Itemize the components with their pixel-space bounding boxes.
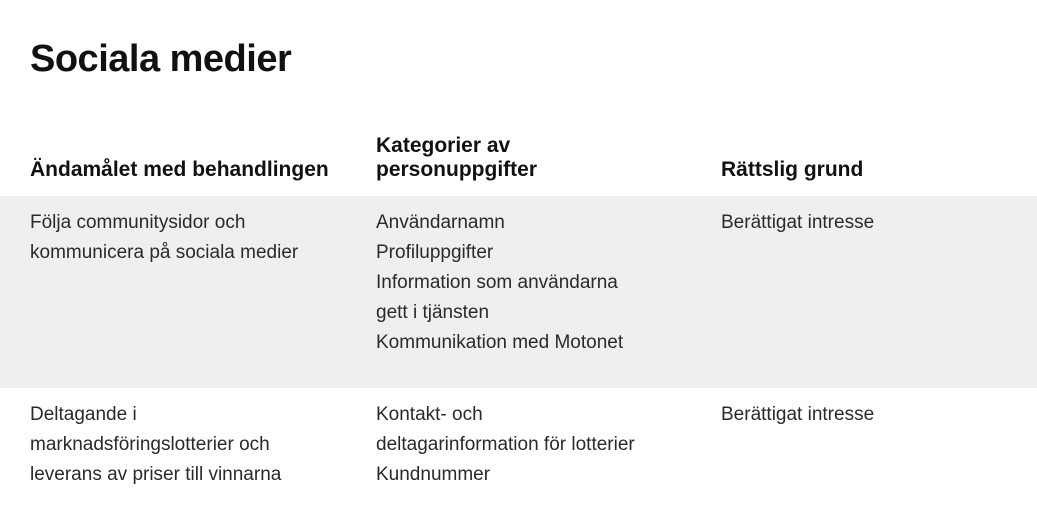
- purpose-cell: [30, 400, 350, 490]
- category-line: Kundnummer: [376, 464, 491, 485]
- purpose-line: leverans av priser till vinnarna: [30, 464, 282, 485]
- category-line: Information som användarna: [376, 272, 618, 293]
- purpose-cell: [30, 208, 350, 268]
- purpose-line: Följa communitysidor och: [30, 212, 246, 233]
- category-line: Kommunikation med Motonet: [376, 332, 624, 353]
- header-purpose: Ändamålet med behandlingen: [30, 158, 329, 181]
- table-row: [0, 196, 1037, 388]
- purpose-line: Deltagande i: [30, 404, 137, 425]
- purpose-line: kommunicera på sociala medier: [30, 242, 299, 263]
- table-header-row: [0, 130, 1037, 196]
- header-categories: Kategorier av personuppgifter: [376, 134, 537, 181]
- category-line: Kontakt- och: [376, 404, 483, 425]
- categories-cell: [376, 400, 696, 490]
- category-line: deltagarinformation för lotterier: [376, 434, 635, 455]
- processing-table: [0, 130, 1037, 520]
- table-row: [0, 388, 1037, 520]
- legal-basis-cell: Berättigat intresse: [721, 212, 875, 233]
- header-legal-basis: Rättslig grund: [721, 158, 864, 181]
- category-line: gett i tjänsten: [376, 302, 490, 323]
- legal-basis-cell: Berättigat intresse: [721, 404, 875, 425]
- category-line: Profiluppgifter: [376, 242, 494, 263]
- category-line: Användarnamn: [376, 212, 505, 233]
- purpose-line: marknadsföringslotterier och: [30, 434, 270, 455]
- categories-cell: [376, 208, 696, 358]
- page-title: Sociala medier: [30, 38, 292, 80]
